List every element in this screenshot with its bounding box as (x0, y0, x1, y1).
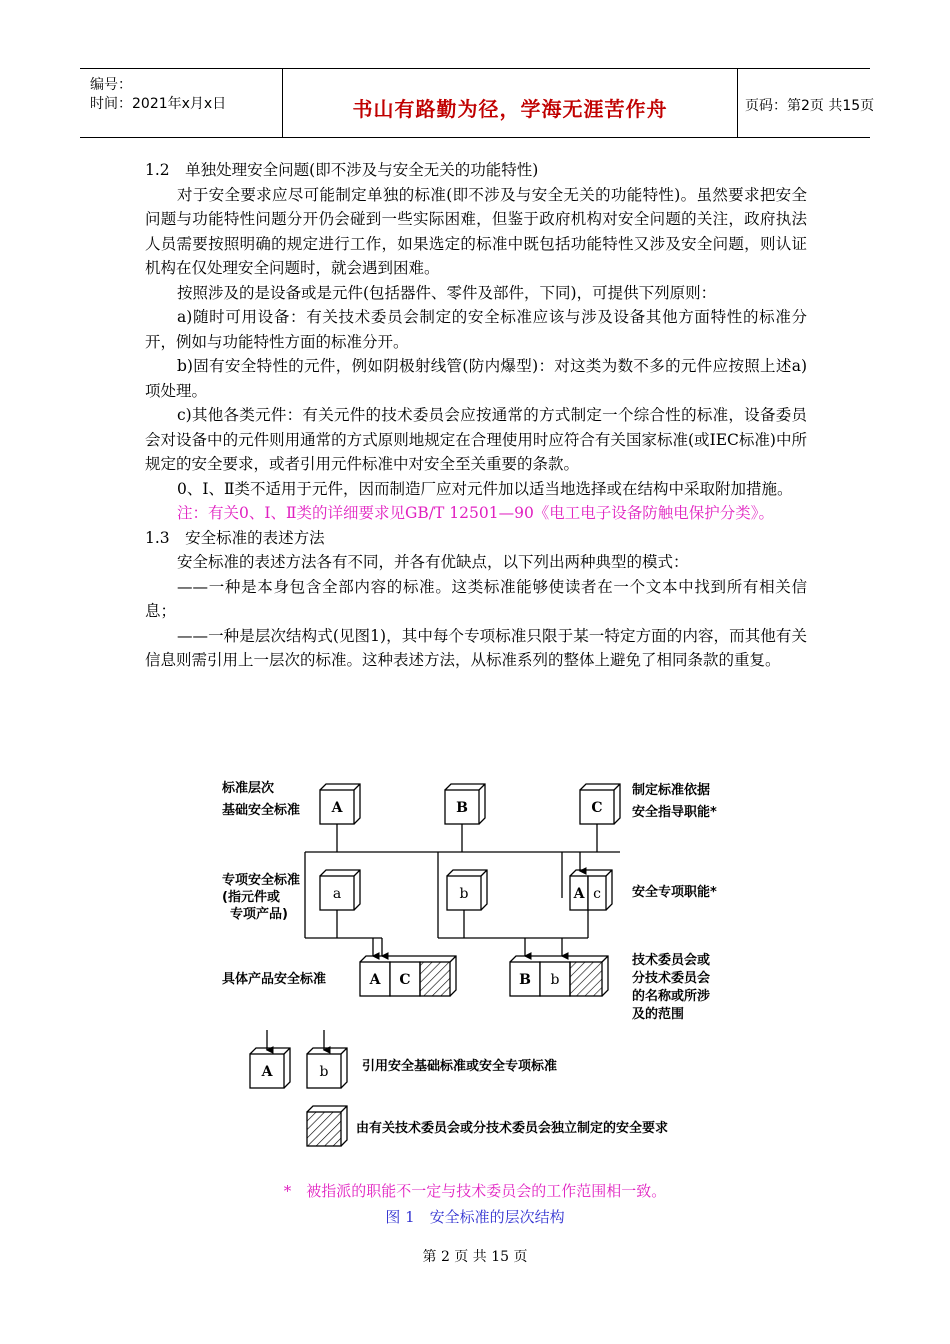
box-b-product-letter: b (550, 972, 560, 988)
label-special-2: (指元件或 (222, 890, 280, 905)
box-A-top-letter: A (331, 800, 343, 816)
header-page-label: 页码：第2页 共15页 (745, 98, 875, 114)
figure-caption: 图 1 安全标准的层次结构 (385, 1208, 565, 1226)
label-tc-1: 技术委员会或 (632, 953, 711, 968)
legend-tc-label: 由有关技术委员会或分技术委员会独立制定的安全要求 (356, 1121, 669, 1136)
note: 注：有关0、Ⅰ、Ⅱ类的详细要求见GB/T 12501—90《电工电子设备防触电保护分类》。 (177, 504, 775, 522)
figure-footnote: * 被指派的职能不一定与技术委员会的工作范围相一致。 (283, 1182, 667, 1200)
paragraph: c)其他各类元件：有关元件的技术委员会应按通常的方式制定一个综合性的标准，设备委员会对设备中的元件则用通常的方式原则地规定在合理使用时应符合有关国家标准(或IEC标准)中所规定的安全要求，或者引用元件标准中对安全至关重要的条款。 (145, 406, 807, 473)
paragraph: 安全标准的表述方法各有不同，并各有优缺点，以下列出两种典型的模式： (177, 553, 689, 571)
box-b-mid-letter: b (459, 886, 469, 902)
label-special-func: 安全专项职能* (632, 885, 717, 900)
label-special-1: 专项安全标准 (222, 873, 301, 888)
legend-box-hatched (307, 1106, 347, 1146)
paragraph: 对于安全要求应尽可能制定单独的标准(即不涉及与安全无关的功能特性)。虽然要求把安全问题与功能特性问题分开仍会碰到一些实际困难，但鉴于政府机构对安全问题的关注，政府执法人员需要按照明确的规定进行工作，如果选定的标准中既包括功能特性又涉及安全问题，则认证机构在仅处理安全问题时，就会遇到困难。 (145, 185, 807, 277)
label-level: 标准层次 (222, 781, 275, 796)
section-heading-1-2: 1.2 单独处理安全问题(即不涉及与安全无关的功能特性) (145, 161, 539, 179)
label-guide: 安全指导职能* (632, 805, 717, 820)
page-number: 第 2 页 共 15 页 (422, 1249, 528, 1265)
label-tc-2: 分技术委员会 (632, 971, 711, 986)
paragraph: a)随时可用设备：有关技术委员会制定的安全标准应该与涉及设备其他方面特性的标准分开，例如与功能特性方面的标准分开。 (145, 308, 807, 351)
box-C-product-letter: C (399, 972, 411, 988)
box-a-mid-letter: a (332, 886, 342, 902)
motto: 书山有路勤为径，学海无涯苦作舟 (352, 97, 668, 121)
box-A-mid-letter: A (573, 886, 585, 902)
box-C-top-letter: C (591, 800, 603, 816)
legend-A-letter: A (261, 1064, 273, 1080)
label-product: 具体产品安全标准 (222, 972, 327, 987)
section-heading-1-3: 1.3 安全标准的表述方法 (145, 528, 325, 547)
label-basis: 制定标准依据 (632, 783, 711, 798)
time-label: 时间：2021年x月x日 (90, 96, 227, 112)
label-tc-4: 及的范围 (632, 1007, 685, 1022)
label-special-3: 专项产品) (230, 907, 288, 922)
document-header (80, 68, 875, 138)
legend-b-letter: b (319, 1064, 329, 1080)
header-motto-cell (282, 69, 738, 137)
paragraph: 0、Ⅰ、Ⅱ类不适用于元件，因而制造厂应对元件加以适当地选择或在结构中采取附加措施。 (177, 479, 793, 498)
paragraph: ——一种是层次结构式(见图1)，其中每个专项标准只限于某一特定方面的内容，而其他有关信息则需引用上一层次的标准。这种表述方法，从标准系列的整体上避免了相同条款的重复。 (145, 626, 807, 669)
header-page-cell (737, 69, 875, 137)
label-tc-3: 的名称或所涉 (632, 989, 711, 1004)
box-B-top-letter: B (456, 800, 468, 816)
box-A-product-letter: A (369, 972, 381, 988)
paragraph: ——一种是本身包含全部内容的标准。这类标准能够使读者在一个文本中找到所有相关信息； (145, 577, 807, 620)
label-basic: 基础安全标准 (222, 803, 301, 818)
number-label: 编号： (90, 77, 132, 93)
paragraph: b)固有安全特性的元件，例如阴极射线管(防内爆型)：对这类为数不多的元件应按照上述a)项处理。 (145, 357, 807, 400)
box-c-mid-letter: c (593, 886, 601, 902)
hierarchy-figure (210, 768, 740, 1158)
box-B-product-letter: B (519, 972, 531, 988)
header-left-cell (80, 69, 282, 137)
paragraph: 按照涉及的是设备或是元件(包括器件、零件及部件，下同)，可提供下列原则： (177, 283, 717, 302)
body-text (145, 158, 807, 673)
legend-ref-label: 引用安全基础标准或安全专项标准 (362, 1059, 558, 1074)
